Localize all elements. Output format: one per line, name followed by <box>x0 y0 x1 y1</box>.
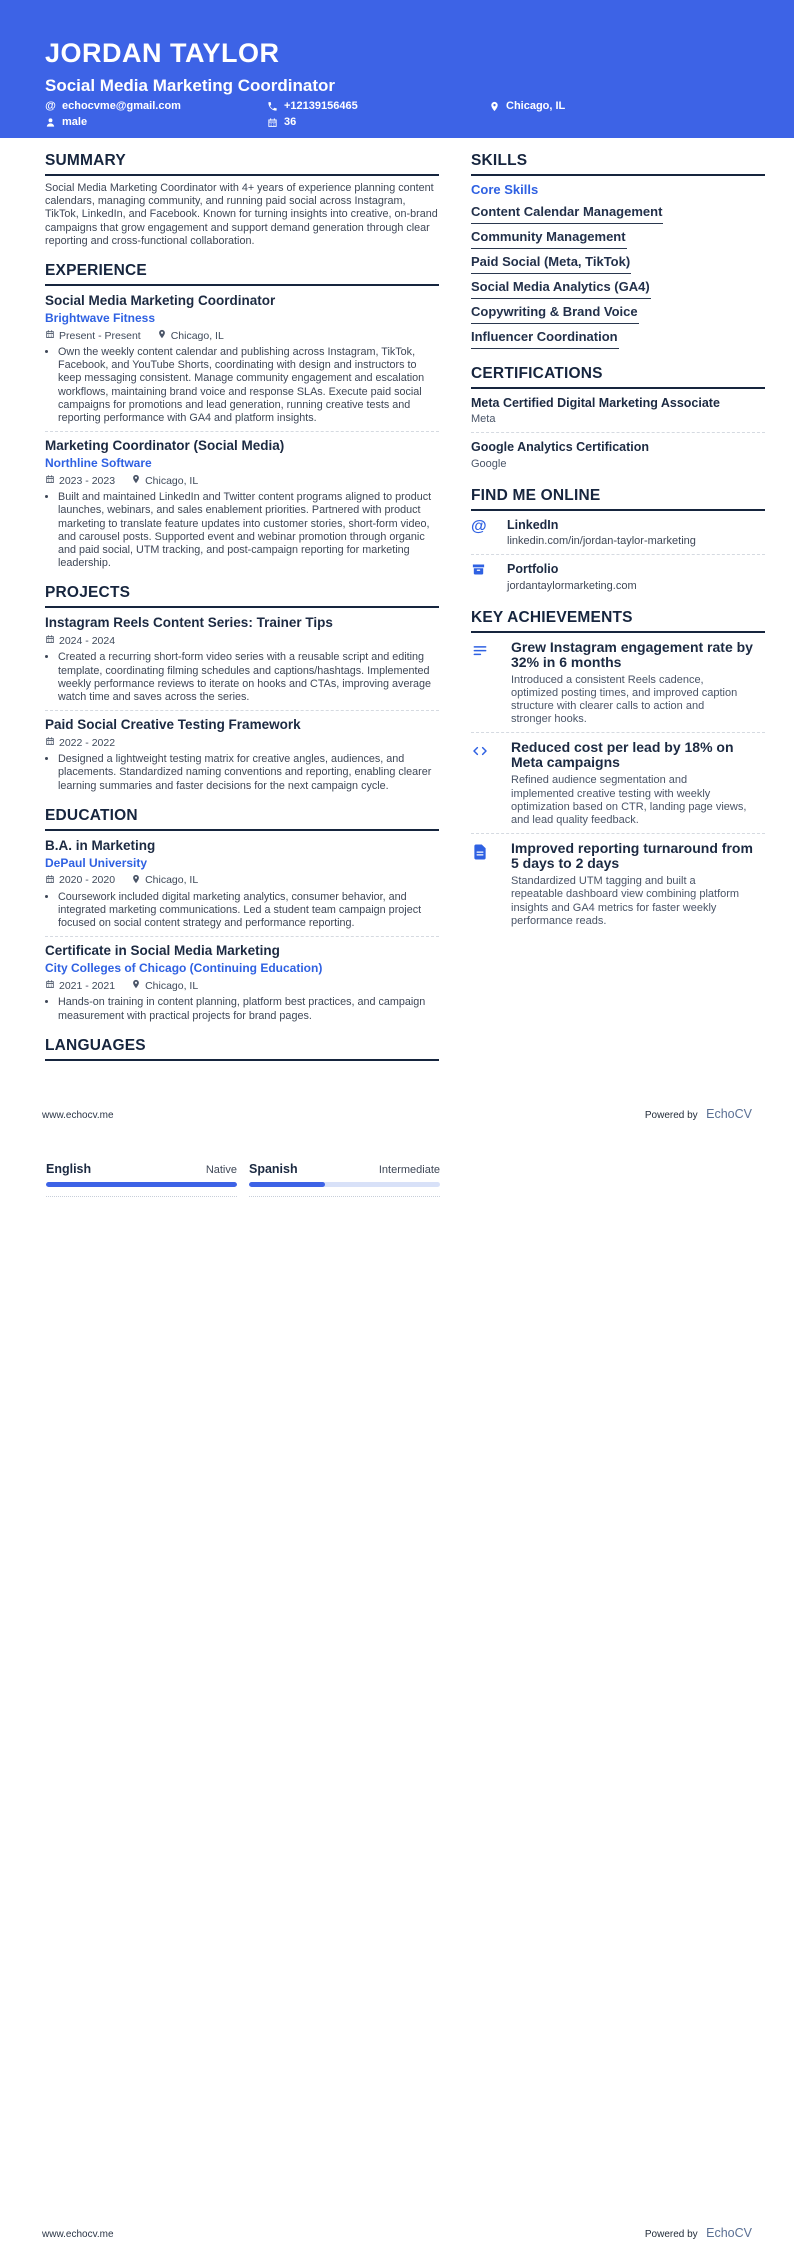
education-school: DePaul University <box>45 855 148 870</box>
contact-age-text: 36 <box>284 116 297 128</box>
languages-list <box>46 1162 440 1197</box>
find-me-online-heading: FIND ME ONLINE <box>471 487 765 511</box>
education-heading: EDUCATION <box>45 807 439 831</box>
experience-heading: EXPERIENCE <box>45 262 439 286</box>
education-degree: B.A. in Marketing <box>45 837 156 853</box>
skills-group-label: Core Skills <box>471 182 539 197</box>
language-name: English <box>46 1162 92 1176</box>
project-title: Paid Social Creative Testing Framework <box>45 717 301 733</box>
projects-heading: PROJECTS <box>45 584 439 608</box>
calendar-icon <box>45 329 55 343</box>
contact-location-text: Chicago, IL <box>506 100 566 112</box>
skill-item: Copywriting & Brand Voice <box>471 304 639 324</box>
language-bar <box>249 1182 440 1187</box>
project-dates: 2024 - 2024 <box>59 634 116 647</box>
language-item <box>249 1162 440 1197</box>
languages-heading: LANGUAGES <box>45 1037 439 1061</box>
skills-section <box>471 152 765 349</box>
contact-phone-text: +12139156465 <box>284 100 358 112</box>
experience-meta <box>45 329 439 343</box>
powered-by-label: Powered by <box>644 2229 698 2240</box>
project-title: Instagram Reels Content Series: Trainer Tips <box>45 615 333 631</box>
item-divider <box>471 432 765 433</box>
achievement-text <box>511 841 765 928</box>
footer-powered-by <box>645 2224 752 2242</box>
contact-email-text: echocvme@gmail.com <box>62 100 181 112</box>
online-profile-label: LinkedIn <box>507 517 559 532</box>
code-icon <box>471 740 511 827</box>
brand-name[interactable]: EchoCV <box>706 2226 752 2240</box>
contact-gender <box>45 116 267 128</box>
certification-name: Google Analytics Certification <box>471 440 650 454</box>
education-item <box>45 837 439 931</box>
key-achievements-section <box>471 609 765 928</box>
document-icon <box>471 841 511 928</box>
phone-icon <box>267 101 278 112</box>
language-level: Native <box>205 1164 237 1176</box>
certifications-heading: CERTIFICATIONS <box>471 365 765 389</box>
achievement-title: Reduced cost per lead by 18% on Meta campaigns <box>511 739 734 771</box>
calendar-icon <box>45 634 55 648</box>
online-profile-text <box>507 518 765 549</box>
skill-item: Social Media Analytics (GA4) <box>471 279 651 299</box>
achievement-title: Improved reporting turnaround from 5 days to 2 days <box>511 840 753 872</box>
project-meta <box>45 634 439 648</box>
achievement-description: Standardized UTM tagging and built a repeatable dashboard view combining platform insights and GA4 metrics for faster weekly performance reads. <box>511 875 740 927</box>
language-level: Intermediate <box>378 1164 440 1176</box>
page-footer <box>42 2224 752 2242</box>
portfolio-box-icon <box>471 562 507 593</box>
summary-heading: SUMMARY <box>45 152 439 176</box>
footer-powered-by <box>645 1105 752 1123</box>
experience-item <box>45 437 439 570</box>
skill-item: Influencer Coordination <box>471 329 619 349</box>
pin-icon <box>157 329 167 343</box>
at-icon: @ <box>45 99 56 112</box>
language-bar-fill <box>46 1182 237 1187</box>
pin-icon <box>131 979 141 993</box>
pin-icon <box>131 474 141 488</box>
footer-site-link[interactable]: www.echocv.me <box>42 2229 114 2240</box>
calendar-icon <box>45 979 55 993</box>
achievement-item <box>471 740 765 827</box>
project-bullet: • Designed a lightweight testing matrix for creative angles, audiences, and placements. Standardized naming conventions and reporting, enabling clearer learning summaries and faster decisions for the next campaign cycle. <box>58 753 439 793</box>
summary-text: Social Media Marketing Coordinator with 4+ years of experience planning content calendars, managing community, and running paid social across Instagram, TikTok, LinkedIn, and Facebook. Known for turning insights into creative, on-brand campaigns that grow engagement and support demand generation through clear reporting and cross-functional collaboration. <box>45 182 438 247</box>
projects-section <box>45 584 439 792</box>
language-bar <box>46 1182 237 1187</box>
item-divider <box>45 710 439 711</box>
find-me-online-section <box>471 487 765 593</box>
powered-by-label: Powered by <box>644 1110 698 1121</box>
calendar-icon <box>45 474 55 488</box>
summary-section <box>45 152 439 248</box>
item-divider <box>471 554 765 555</box>
achievement-text <box>511 740 765 827</box>
page-footer <box>42 1105 752 1123</box>
experience-job-title: Marketing Coordinator (Social Media) <box>45 438 285 454</box>
online-profile-label: Portfolio <box>507 562 559 576</box>
achievement-item <box>471 640 765 727</box>
experience-item <box>45 292 439 425</box>
candidate-job-title: Social Media Marketing Coordinator <box>45 76 335 95</box>
experience-location: Chicago, IL <box>145 474 199 487</box>
education-location: Chicago, IL <box>145 874 199 887</box>
certification-issuer: Meta <box>471 413 496 425</box>
achievement-description: Introduced a consistent Reels cadence, optimized posting times, and improved caption structure with clearer calls to action and stronger hooks. <box>511 673 738 726</box>
brand-name[interactable]: EchoCV <box>706 1107 752 1121</box>
education-school: City Colleges of Chicago (Continuing Education) <box>45 961 323 976</box>
experience-dates: 2023 - 2023 <box>59 474 116 487</box>
calendar-icon <box>45 874 55 888</box>
item-divider <box>471 732 765 733</box>
skills-heading: SKILLS <box>471 152 765 176</box>
education-item <box>45 942 439 1022</box>
language-bar-fill <box>249 1182 325 1187</box>
certification-item <box>471 396 765 427</box>
project-bullet: • Created a recurring short-form video series with a reusable script and editing template, coordinating filming schedules and captions/hashtags. Implemented weekly performance reviews to iterate on hooks and CTAs, improving average watch time and saves across the series. <box>58 651 439 704</box>
skill-item: Content Calendar Management <box>471 204 663 224</box>
contact-phone <box>267 100 489 112</box>
education-dates: 2020 - 2020 <box>59 874 116 887</box>
project-item <box>45 614 439 704</box>
achievement-text <box>511 640 765 727</box>
item-divider <box>46 1196 237 1197</box>
calendar-icon <box>267 117 278 128</box>
certifications-section <box>471 365 765 471</box>
education-dates: 2021 - 2021 <box>59 979 116 992</box>
education-bullet: • Hands-on training in content planning, platform best practices, and campaign measurement with practical projects for brand pages. <box>58 996 439 1022</box>
contact-location <box>489 100 565 112</box>
skill-item: Community Management <box>471 229 627 249</box>
pin-icon <box>131 874 141 888</box>
online-profile-item <box>471 562 765 593</box>
contact-age <box>267 116 489 128</box>
education-section <box>45 807 439 1023</box>
contact-info <box>45 100 565 128</box>
calendar-icon <box>45 736 55 750</box>
resume-header <box>0 0 794 138</box>
experience-location: Chicago, IL <box>170 329 224 342</box>
education-degree: Certificate in Social Media Marketing <box>45 943 280 959</box>
experience-bullet: • Built and maintained LinkedIn and Twitter content programs aligned to product launches, webinars, and sales enablement priorities. Partnered with product marketing to translate feature updates into customer stories, short-form video, and carousel posts. Supported event and webinar promotion through organic and paid social, UTM tracking, and post-campaign reporting for marketing leadership. <box>58 491 439 570</box>
achievement-item <box>471 841 765 928</box>
project-dates: 2022 - 2022 <box>59 736 116 749</box>
experience-company: Brightwave Fitness <box>45 311 156 326</box>
language-item <box>46 1162 237 1197</box>
certification-item <box>471 440 765 471</box>
online-profile-url[interactable]: jordantaylormarketing.com <box>507 579 637 592</box>
online-profile-text <box>507 562 765 593</box>
experience-company: Northline Software <box>45 456 152 471</box>
experience-meta <box>45 474 439 488</box>
certification-name: Meta Certified Digital Marketing Associate <box>471 395 720 410</box>
at-icon: @ <box>471 517 487 535</box>
key-achievements-heading: KEY ACHIEVEMENTS <box>471 609 765 633</box>
experience-job-title: Social Media Marketing Coordinator <box>45 293 276 309</box>
item-divider <box>471 833 765 834</box>
item-divider <box>45 431 439 432</box>
experience-bullet: • Own the weekly content calendar and publishing across Instagram, TikTok, Facebook, and YouTube Shorts, coordinating with design and instructors to keep messaging consistent. Manage community engagement and escalation workflows, maintaining brand voice and response SLAs. Execute paid social campaigns for promotions and lead generation, running creative tests and reporting performance with GA4 and platform insights. <box>58 346 439 425</box>
list-lines-icon <box>471 640 511 727</box>
left-column <box>45 152 439 1061</box>
certification-issuer: Google <box>471 457 507 470</box>
education-bullet: • Coursework included digital marketing analytics, consumer behavior, and integrated marketing communications. Led a student team campaign project focused on social content strategy and performance reporting. <box>58 891 439 931</box>
item-divider <box>45 936 439 937</box>
right-column <box>471 152 765 928</box>
project-meta <box>45 736 439 750</box>
education-meta <box>45 979 439 993</box>
candidate-name: JORDAN TAYLOR <box>45 38 280 68</box>
item-divider <box>249 1196 440 1197</box>
contact-gender-text: male <box>62 116 88 128</box>
experience-dates: Present - Present <box>59 329 141 342</box>
person-icon <box>45 117 56 128</box>
experience-section <box>45 262 439 570</box>
language-name: Spanish <box>249 1162 298 1176</box>
pin-icon <box>489 101 500 112</box>
online-profile-url[interactable]: linkedin.com/in/jordan-taylor-marketing <box>507 535 696 547</box>
contact-email[interactable] <box>45 100 267 112</box>
education-meta <box>45 874 439 888</box>
achievement-description: Refined audience segmentation and implemented creative testing with weekly optimization based on CTR, landing page views, and lead quality feedback. <box>511 774 747 826</box>
achievement-title: Grew Instagram engagement rate by 32% in 6 months <box>511 638 753 670</box>
project-item <box>45 716 439 793</box>
footer-site-link[interactable]: www.echocv.me <box>42 1110 114 1121</box>
education-location: Chicago, IL <box>145 979 199 992</box>
languages-section <box>45 1037 439 1061</box>
online-profile-item <box>471 518 765 549</box>
skill-item: Paid Social (Meta, TikTok) <box>471 254 631 274</box>
